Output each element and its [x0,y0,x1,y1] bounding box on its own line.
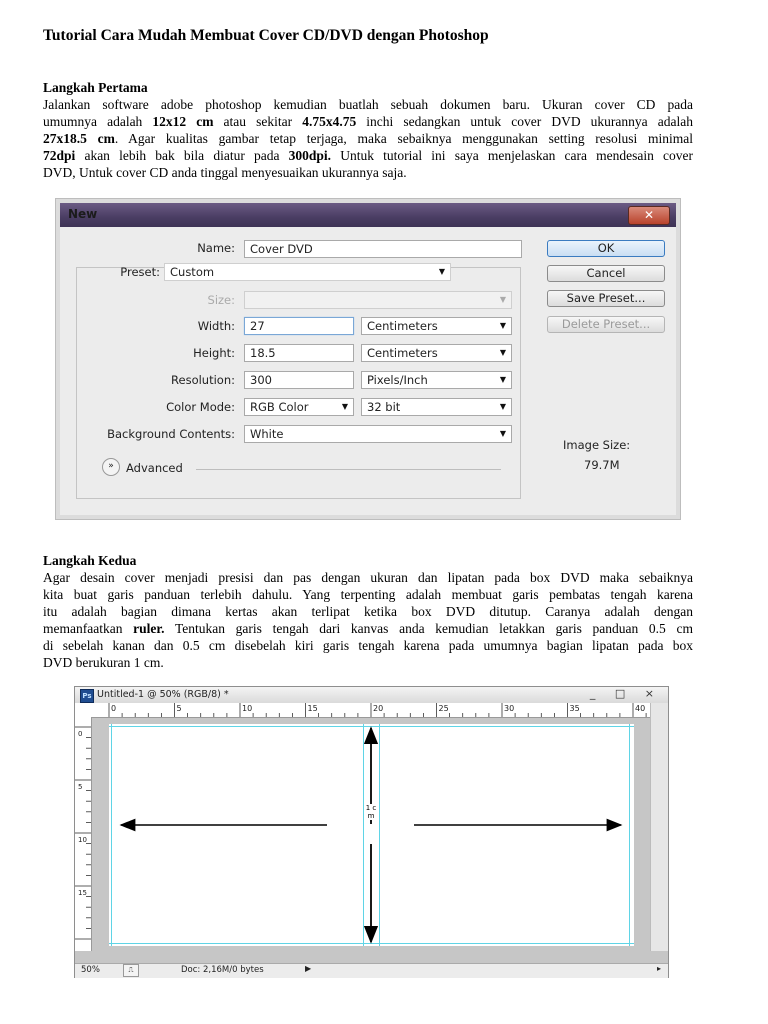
ruler-label: 15 [307,704,318,713]
bold-text: 27x18.5 cm [43,131,115,146]
chevron-down-icon: ▼ [499,402,506,411]
advanced-label: Advanced [126,461,183,475]
text-run: di sebelah kanan dan 0.5 cm disebelah kiri garis tengah karena pada umumnya bagian lipatan pada box [43,638,693,653]
resolution-unit-value: Pixels/Inch [367,373,428,387]
name-input[interactable]: Cover DVD [244,240,522,258]
resolution-label: Resolution: [171,373,235,387]
height-input[interactable]: 18.5 [244,344,354,362]
ruler-label: 5 [176,704,182,713]
height-label: Height: [193,346,235,360]
bold-text: 4.75x4.75 [302,114,357,129]
ruler-label: 0 [78,730,83,738]
dialog-titlebar [60,203,676,227]
canvas-window-screenshot [74,686,669,978]
text-run: akan lebih bak bila diatur pada [75,148,289,163]
step1-heading: Langkah Pertama [43,80,148,95]
text-run: . Agar kualitas gambar tetap terjaga, maka sebaiknya menggunakan setting resolusi minimal [114,131,693,146]
chevron-down-icon: ▼ [499,348,506,357]
step1-paragraph [43,96,693,181]
zoom-level[interactable]: 50% [81,965,100,975]
width-unit-value: Centimeters [367,319,438,333]
size-label: Size: [207,293,235,307]
vertical-scrollbar[interactable] [650,703,668,951]
text-run: itu adalah bagian dimana kertas akan terlipat ketika box DVD ditutup. Caranya adalah dengan [43,604,693,619]
canvas-window-titlebar [75,687,668,703]
advanced-toggle-icon[interactable]: » [102,458,120,476]
close-icon[interactable]: ✕ [628,206,670,225]
ruler-label: 0 [111,704,117,713]
background-contents-value: White [250,427,284,441]
step2-line [43,637,693,654]
width-unit-select[interactable] [361,317,512,335]
step2-line [43,620,693,637]
advanced-divider [196,469,501,470]
ruler-label: 15 [78,889,87,897]
vertical-ruler[interactable] [75,717,92,951]
step1-line [43,113,693,130]
height-unit-select[interactable] [361,344,512,362]
text-run: DVD, Untuk cover CD anda tinggal menyesuaikan ukurannya saja. [43,165,407,180]
color-mode-select[interactable] [244,398,354,416]
status-arrow-icon[interactable]: ▶ [305,964,312,973]
resolution-unit-select[interactable] [361,371,512,389]
new-document-dialog-screenshot [55,198,681,520]
status-menu-icon[interactable]: ⎍ [123,964,139,977]
name-label: Name: [197,241,235,255]
step2-paragraph [43,569,693,671]
bit-depth-value: 32 bit [367,400,401,414]
text-run: memanfaatkan [43,621,134,636]
ruler-label: 5 [78,783,83,791]
photoshop-icon: Ps [80,689,94,703]
chevron-down-icon: ▼ [499,429,506,438]
text-run: atau sekitar [213,114,303,129]
cancel-button[interactable]: Cancel [547,265,665,282]
step2-heading: Langkah Kedua [43,553,137,568]
ruler-label: 10 [78,836,87,844]
ruler-label: 20 [373,704,384,713]
bold-text: ruler. [133,621,165,636]
step1-line [43,164,693,181]
bold-text: 300dpi. [288,148,332,163]
ruler-label: 30 [504,704,515,713]
color-mode-value: RGB Color [250,400,309,414]
step1-line [43,96,693,113]
chevron-down-icon: ▼ [438,267,445,276]
step2-line [43,586,693,603]
step2-line [43,569,693,586]
chevron-down-icon: ▼ [499,321,506,330]
step2-line [43,654,693,671]
text-run: inchi sedangkan untuk cover DVD ukurannya adalah [356,114,693,129]
status-bar [75,963,668,978]
text-run: Tentukan garis tengah dari kanvas anda kemudian letakkan garis panduan 0.5 cm [164,621,693,636]
document-title: Tutorial Cara Mudah Membuat Cover CD/DVD dengan Photoshop [43,27,489,44]
chevron-down-icon: ▼ [499,375,506,384]
text-run: umumnya adalah [43,114,153,129]
chevron-down-icon: ▼ [499,295,506,304]
document-tab-title: Untitled-1 @ 50% (RGB/8) * [97,689,229,700]
width-input[interactable]: 27 [244,317,354,335]
step1-line [43,130,693,147]
ruler-label: 25 [438,704,449,713]
color-mode-label: Color Mode: [166,400,235,414]
chevron-down-icon: ▼ [341,402,348,411]
document-canvas[interactable] [109,724,634,946]
ruler-origin[interactable] [75,703,92,718]
width-label: Width: [197,319,235,333]
annotation-arrows [109,724,634,946]
ruler-label: 35 [569,704,580,713]
horizontal-ruler[interactable] [91,703,650,718]
background-contents-label: Background Contents: [107,427,235,441]
text-run: DVD berukuran 1 cm. [43,655,164,670]
step1-line [43,147,693,164]
save-preset-button[interactable]: Save Preset... [547,290,665,307]
ok-button[interactable]: OK [547,240,665,257]
fold-width-label: 1 cm [365,804,377,820]
preset-label: Preset: [120,265,160,279]
dialog-body [60,227,676,515]
text-run: Agar desain cover menjadi presisi dan pas dengan ukuran dan lipatan pada box DVD maka sebaiknya [43,570,693,585]
step2-line [43,603,693,620]
preset-value: Custom [170,265,215,279]
bold-text: 72dpi [43,148,76,163]
delete-preset-button: Delete Preset... [547,316,665,333]
height-unit-value: Centimeters [367,346,438,360]
ruler-label: 40 [635,704,646,713]
size-select [244,291,512,309]
bit-depth-select[interactable] [361,398,512,416]
bold-text: 12x12 cm [152,114,214,129]
text-run: Jalankan software adobe photoshop kemudian buatlah sebuah dokumen baru. Ukuran cover CD pada [43,97,693,112]
doc-size-info: Doc: 2,16M/0 bytes [181,965,264,975]
text-run: kita buat garis panduan terlebih dahulu. Yang terpenting adalah membuat garis pembatas tengah karena [43,587,693,602]
image-size-value: 79.7M [584,458,620,472]
image-size-label: Image Size: [563,438,631,452]
ruler-label: 10 [242,704,253,713]
window-controls[interactable]: _ □ × [589,687,662,700]
background-contents-select[interactable] [244,425,512,443]
resolution-input[interactable]: 300 [244,371,354,389]
text-run: Untuk tutorial ini saya menjelaskan cara mendesain cover [331,148,694,163]
preset-select[interactable] [164,263,451,281]
dialog-title: New [68,207,98,221]
scroll-right-icon[interactable]: ▸ [656,964,661,973]
